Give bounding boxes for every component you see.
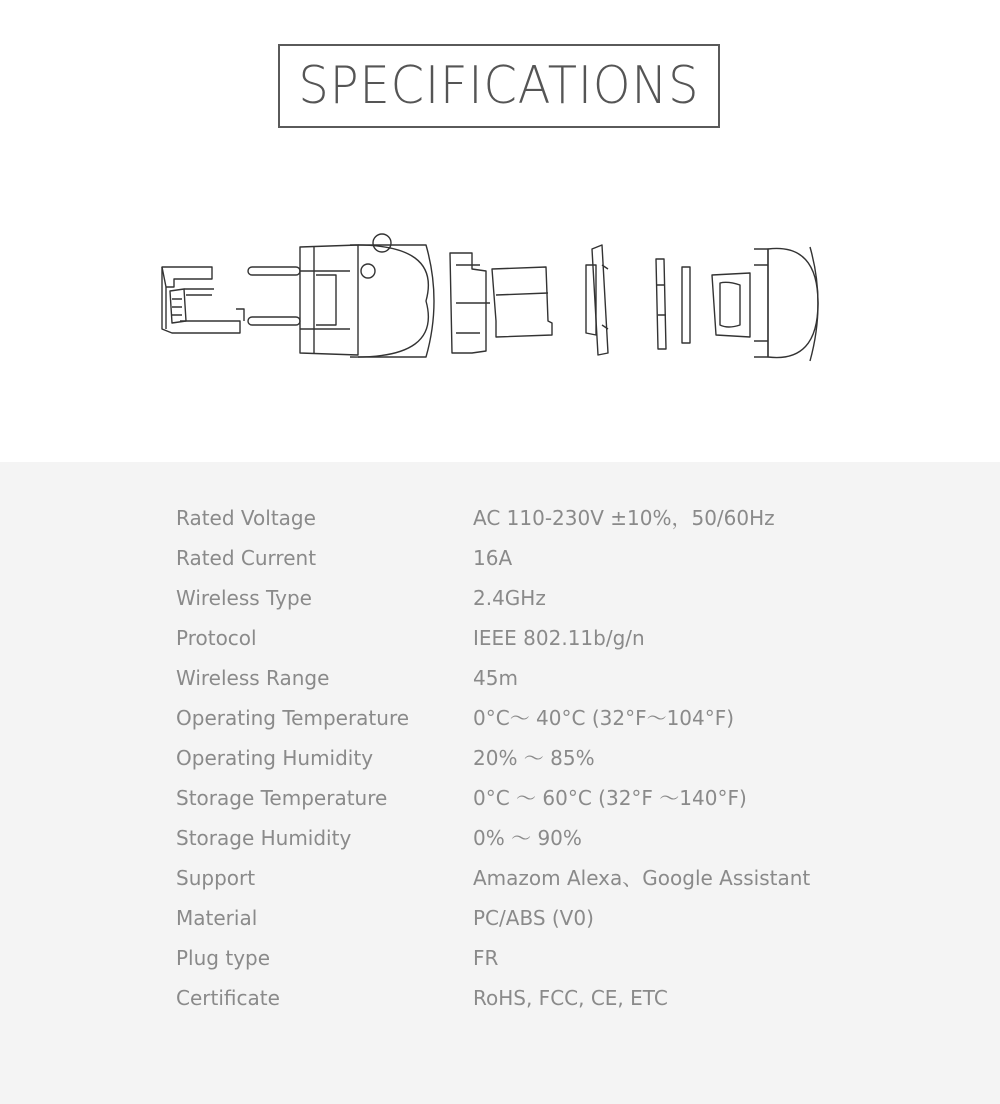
- spec-label: Wireless Range: [176, 666, 330, 690]
- spec-label: Storage Temperature: [176, 786, 388, 810]
- spec-row-rated-current: [0, 543, 1000, 573]
- spec-value: 20% ～ 85%: [473, 746, 595, 770]
- plug-body-part: [248, 234, 434, 357]
- exploded-plug-diagram: [150, 225, 850, 385]
- spec-label: Wireless Type: [176, 586, 312, 610]
- spec-value: 2.4GHz: [473, 586, 546, 610]
- spec-value: 0% ～ 90%: [473, 826, 582, 850]
- spec-row-operating-humidity: [0, 743, 1000, 773]
- spec-value: AC 110-230V ±10%，50/60Hz: [473, 506, 775, 530]
- circuit-board-part: [586, 245, 608, 355]
- spec-row-plug-type: [0, 943, 1000, 973]
- spec-row-storage-humidity: [0, 823, 1000, 853]
- title-box: [278, 44, 720, 128]
- spec-row-operating-temperature: [0, 703, 1000, 733]
- spec-table: [0, 462, 1000, 1104]
- spec-label: Storage Humidity: [176, 826, 352, 850]
- spec-value: 0°C ～ 60°C (32°F ～140°F): [473, 786, 747, 810]
- spec-label: Rated Current: [176, 546, 317, 570]
- spec-value: RoHS, FCC, CE, ETC: [473, 986, 668, 1010]
- spec-value: 0°C～ 40°C (32°F～104°F): [473, 706, 735, 730]
- spec-row-storage-temperature: [0, 783, 1000, 813]
- spec-label: Support: [176, 866, 256, 890]
- spec-label: Material: [176, 906, 258, 930]
- spec-label: Certificate: [176, 986, 280, 1010]
- small-board-part: [656, 259, 690, 349]
- spec-row-rated-voltage: [0, 503, 1000, 533]
- spec-value: 45m: [473, 666, 518, 690]
- spec-value: 16A: [473, 546, 513, 570]
- page-title: SPECIFICATIONS: [298, 56, 700, 116]
- spec-row-wireless-range: [0, 663, 1000, 693]
- spec-row-certificate: [0, 983, 1000, 1013]
- socket-housing-part: [712, 247, 818, 361]
- spec-label: Protocol: [176, 626, 257, 650]
- spec-label: Plug type: [176, 946, 271, 970]
- spec-value: PC/ABS (V0): [473, 906, 594, 930]
- spec-row-support: [0, 863, 1000, 893]
- spec-value: FR: [473, 946, 499, 970]
- spec-row-material: [0, 903, 1000, 933]
- spec-row-protocol: [0, 623, 1000, 653]
- bracket-part: [162, 267, 244, 333]
- inner-module-part: [450, 253, 552, 353]
- spec-label: Operating Humidity: [176, 746, 374, 770]
- spec-label: Operating Temperature: [176, 706, 410, 730]
- spec-row-wireless-type: [0, 583, 1000, 613]
- spec-value: IEEE 802.11b/g/n: [473, 626, 645, 650]
- spec-value: Amazom Alexa、Google Assistant: [473, 866, 811, 890]
- spec-label: Rated Voltage: [176, 506, 316, 530]
